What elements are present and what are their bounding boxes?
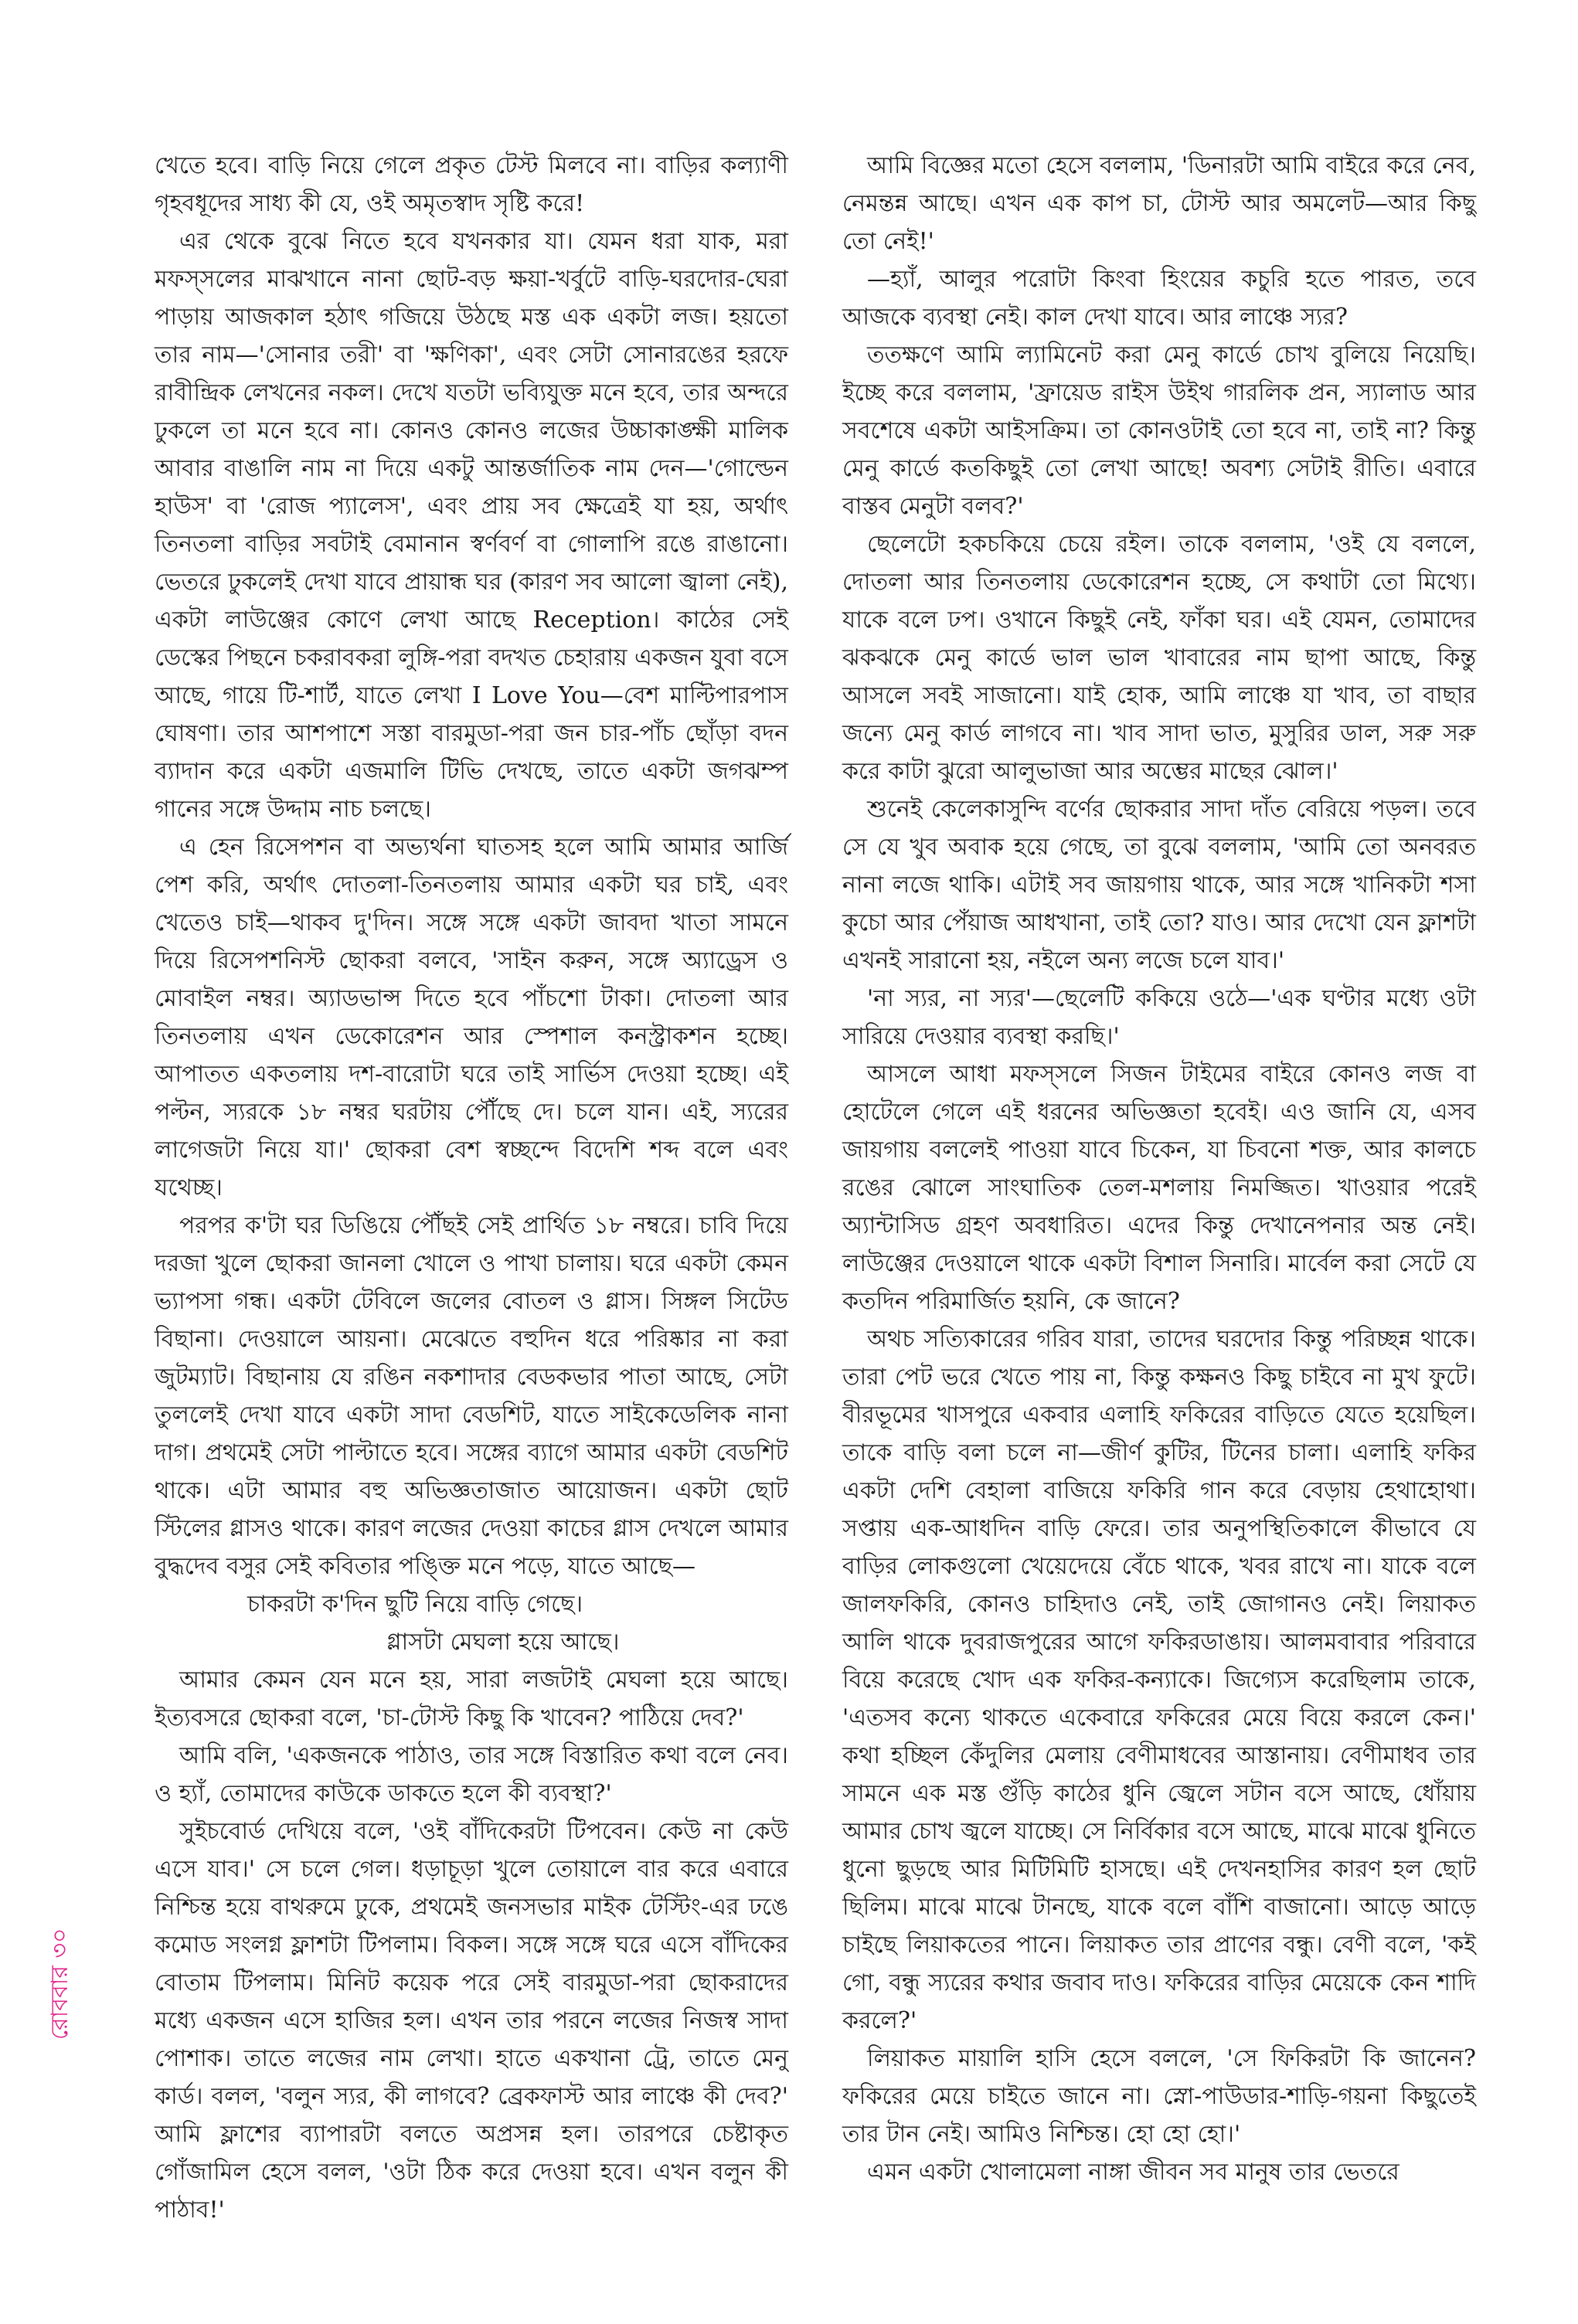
paragraph: 'না স্যর, না স্যর'—ছেলেটি ককিয়ে ওঠে—'এক ঘণ্টার মধ্যে ওটা সারিয়ে দেওয়ার ব্যবস্থা করছি।' [842,985,1476,1050]
paragraph: সুইচবোর্ড দেখিয়ে বলে, 'ওই বাঁদিকেরটা টিপবেন। কেউ না কেউ এসে যাব।' সে চলে গেল। ধড়াচূড়া খুলে তোয়ালে বার করে এবারে নিশ্চিন্ত হয়ে বাথরুমে ঢুকে, প্রথমেই জনসভার মাইক টেস্টিং-এর ঢঙে কমোড সংলগ্ন ফ্লাশটা টিপলাম। বিকল। সঙ্গে সঙ্গে ঘরে এসে বাঁদিকের বোতাম টিপলাম। মিনিট কয়েক পরে সেই বারমুডা-পরা ছোকরাদের মধ্যে একজন এসে হাজির হল। এখন তার পরনে লজের নিজস্ব সাদা পোশাক। তাতে লজের নাম লেখা। হাতে একখানা ট্রে, তাতে মেনু কার্ড। বলল, 'বলুন স্যর, কী লাগবে? ব্রেকফাস্ট আর লাঞ্চে কী দেব?' আমি ফ্লাশের ব্যাপারটা বলতে অপ্রসন্ন হল। তারপরে চেষ্টাকৃত গোঁজামিল হেসে বলল, 'ওটা ঠিক করে দেওয়া হবে। এখন বলুন কী পাঠাব!' [155,1818,788,2224]
paragraph: ছেলেটো হকচকিয়ে চেয়ে রইল। তাকে বললাম, 'ওই যে বললে, দোতলা আর তিনতলায় ডেকোরেশন হচ্ছে, সে কথাটা তো মিথ্যে। যাকে বলে ঢপ। ওখানে কিছুই নেই, ফাঁকা ঘর। এই যেমন, তোমাদের ঝকঝকে মেনু কার্ডে ভাল ভাল খাবারের নাম ছাপা আছে, কিন্তু আসলে সবই সাজানো। যাই হোক, আমি লাঞ্চে যা খাব, তা বাছার জন্যে মেনু কার্ড লাগবে না। খাব সাদা ভাত, মুসুরির ডাল, সরু সরু করে কাটা ঝুরো আলুভাজা আর অম্ভের মাছের ঝোল।' [842,531,1476,785]
paragraph: পরপর ক'টা ঘর ডিঙিয়ে পৌঁছই সেই প্রার্থিত ১৮ নম্বরে। চাবি দিয়ে দরজা খুলে ছোকরা জানলা খোলে ও পাখা চালায়। ঘরে একটা কেমন ভ্যাপসা গন্ধ। একটা টেবিলে জলের বোতল ও গ্লাস। সিঙ্গল সিটেড বিছানা। দেওয়ালে আয়না। মেঝেতে বহুদিন ধরে পরিষ্কার না করা জুটম্যাট। বিছানায় যে রঙিন নকশাদার বেডকভার পাতা আছে, সেটা তুললেই দেখা যাবে একটা সাদা বেডশিট, যাতে সাইকেডেলিক নানা দাগ। প্রথমেই সেটা পাল্টাতে হবে। সঙ্গের ব্যাগে আমার একটা বেডশিট থাকে। এটা আমার বহু অভিজ্ঞতাজাত আয়োজন। একটা ছোট স্টিলের গ্লাসও থাকে। কারণ লজের দেওয়া কাচের গ্লাস দেখলে আমার বুদ্ধদেব বসুর সেই কবিতার পঙ্ক্তি মনে পড়ে, যাতে আছে— [155,1212,788,1580]
paragraph: ততক্ষণে আমি ল্যামিনেট করা মেনু কার্ডে চোখ বুলিয়ে নিয়েছি। ইচ্ছে করে বললাম, 'ফ্রায়েড রাইস উইথ গারলিক প্রন, স্যালাড আর সবশেষে একটা আইসক্রিম। তা কোনওটাই তো হবে না, তাই না? কিন্তু মেনু কার্ডে কতকিছুই তো লেখা আছে! অবশ্য সেটাই রীতি। এবারে বাস্তব মেনুটা বলব?' [842,341,1476,520]
paragraph: আসলে আধা মফস্সলে সিজন টাইমের বাইরে কোনও লজ বা হোটেলে গেলে এই ধরনের অভিজ্ঞতা হবেই। এও জানি যে, এসব জায়গায় বললেই পাওয়া যাবে চিকেন, যা চিবনো শক্ত, আর কালচে রঙের ঝোলে সাংঘাতিক তেল-মশলায় নিমজ্জিত। খাওয়ার পরেই অ্যান্টাসিড গ্রহণ অবধারিত। এদের কিন্তু দেখানেপনার অন্ত নেই। লাউঞ্জের দেওয়ালে থাকে একটা বিশাল সিনারি। মার্বেল করা সেটে যে কতদিন পরিমার্জিত হয়নি, কে জানে? [842,1061,1476,1315]
paragraph: —হ্যাঁ, আলুর পরোটা কিংবা হিংয়ের কচুরি হতে পারত, তবে আজকে ব্যবস্থা নেই। কাল দেখা যাবে। আর লাঞ্চে স্যর? [842,266,1476,331]
paragraph: এর থেকে বুঝে নিতে হবে যখনকার যা। যেমন ধরা যাক, মরা মফস্সলের মাঝখানে নানা ছোট-বড় ক্ষয়া-খর্বুটে বাড়ি-ঘরদোর-ঘেরা পাড়ায় আজকাল হঠাৎ গজিয়ে উঠছে মস্ত এক একটা লজ। হয়তো তার নাম—'সোনার তরী' বা 'ক্ষণিকা', এবং সেটা সোনারঙের হরফে রাবীন্দ্রিক লেখনের নকল। দেখে যতটা ভব্যিযুক্ত মনে হবে, তার অন্দরে ঢুকলে তা মনে হবে না। কোনও কোনও লজের উচ্চাকাঙ্ক্ষী মালিক আবার বাঙালি নাম না দিয়ে একটু আন্তর্জাতিক নাম দেন—'গোল্ডেন হাউস' বা 'রোজ প্যালেস', এবং প্রায় সব ক্ষেত্রেই যা হয়, অর্থাৎ তিনতলা বাড়ির সবটাই বেমানান স্বর্ণবর্ণ বা গোলাপি রঙে রাঙানো। ভেতরে ঢুকলেই দেখা যাবে প্রায়ান্ধ ঘর (কারণ সব আলো জ্বালা নেই), একটা লাউঞ্জের কোণে লেখা আছে Reception। কাঠের সেই ডেস্কের পিছনে চকরাবকরা লুঙ্গি-পরা বদখত চেহারায় একজন যুবা বসে আছে, গায়ে টি-শার্ট, যাতে লেখা I Love You—বেশ মাল্টিপারপাস ঘোষণা। তার আশপাশে সস্তা বারমুডা-পরা জন চার-পাঁচ ছোঁড়া বদন ব্যাদান করে একটা এজমালি টিভি দেখছে, তাতে একটা জগঝম্প গানের সঙ্গে উদ্দাম নাচ চলছে। [155,228,788,823]
page-folio [43,1885,77,2040]
paragraph: অথচ সত্যিকারের গরিব যারা, তাদের ঘরদোর কিন্তু পরিচ্ছন্ন থাকে। তারা পেট ভরে খেতে পায় না, কিন্তু কক্ষনও কিছু চাইবে না মুখ ফুটে। বীরভূমের খাসপুরে একবার এলাহি ফকিরের বাড়িতে যেতে হয়েছিল। তাকে বাড়ি বলা চলে না—জীর্ণ কুটির, টিনের চালা। এলাহি ফকির একটা দেশি বেহালা বাজিয়ে ফকিরি গান করে বেড়ায় হেথাহোথা। সপ্তায় এক-আধদিন বাড়ি ফেরে। তার অনুপস্থিতিকালে কীভাবে যে বাড়ির লোকগুলো খেয়েদেয়ে বেঁচে থাকে, খবর রাখে না। যাকে বলে জালফকিরি, কোনও চাহিদাও নেই, তাই জোগানও নেই। লিয়াকত আলি থাকে দুবরাজপুরের আগে ফকিরডাঙায়। আলমবাবার পরিবারে বিয়ে করেছে খোদ এক ফকির-কন্যাকে। জিগ্যেস করেছিলাম তাকে, 'এতসব কন্যে থাকতে একেবারে ফকিরের মেয়ে বিয়ে করলে কেন।' কথা হচ্ছিল কেঁদুলির মেলায় বেণীমাধবের আস্তানায়। বেণীমাধব তার সামনে এক মস্ত গুঁড়ি কাঠের ধুনি জ্বেলে সটান বসে আছে, ধোঁয়ায় আমার চোখ জ্বলে যাচ্ছে। সে নির্বিকার বসে আছে, মাঝে মাঝে ধুনিতে ধুনো ছুড়ছে আর মিটিমিটি হাসছে। এই দেখনহাসির কারণ হল ছোট ছিলিম। মাঝে মাঝে টানছে, যাকে বলে বাঁশি বাজানো। আড়ে আড়ে চাইছে লিয়াকতের পানে। লিয়াকত তার প্রাণের বন্ধু। বেণী বলে, 'কই গো, বন্ধু স্যরের কথার জবাব দাও। ফকিরের বাড়ির মেয়েকে কেন শাদি করলে?' [842,1326,1476,2034]
paragraph: এ হেন রিসেপশন বা অভ্যর্থনা ঘাতসহ হলে আমি আমার আর্জি পেশ করি, অর্থাৎ দোতলা-তিনতলায় আমার একটা ঘর চাই, এবং খেতেও চাই—থাকব দু'দিন। সঙ্গে সঙ্গে একটা জাবদা খাতা সামনে দিয়ে রিসেপশনিস্ট ছোকরা বলবে, 'সাইন করুন, সঙ্গে অ্যাড্রেস ও মোবাইল নম্বর। অ্যাডভান্স দিতে হবে পাঁচশো টাকা। দোতলা আর তিনতলায় এখন ডেকোরেশন আর স্পেশাল কনস্ট্রাকশন হচ্ছে। আপাতত একতলায় দশ-বারোটা ঘরে তাই সার্ভিস দেওয়া হচ্ছে। এই পল্টন, স্যরকে ১৮ নম্বর ঘরটায় পৌঁছে দে। চলে যান। এই, স্যরের লাগেজটা নিয়ে যা।' ছোকরা বেশ স্বচ্ছন্দে বিদেশি শব্দ বলে এবং যথেচ্ছ। [155,834,788,1201]
verse-line: চাকরটা ক'দিন ছুটি নিয়ে বাড়ি গেছে। [247,1591,583,1618]
left-text-column [155,147,788,2229]
page-number: ৩০ [46,1928,73,1959]
right-text-column [842,147,1476,2191]
paragraph: লিয়াকত মায়ালি হাসি হেসে বললে, 'সে ফিকিরটা কি জানেন? ফকিরের মেয়ে চাইতে জানে না। স্নো-পাউডার-শাড়ি-গয়না কিছুতেই তার টান নেই। আমিও নিশ্চিন্ত। হো হো হো।' [842,2045,1476,2148]
verse-line: গ্লাসটা মেঘলা হয়ে আছে। [386,1629,620,1656]
paragraph: শুনেই কেলেকাসুন্দি বর্ণের ছোকরার সাদা দাঁত বেরিয়ে পড়ল। তবে সে যে খুব অবাক হয়ে গেছে, তা বুঝে বললাম, 'আমি তো অনবরত নানা লজে থাকি। এটাই সব জায়গায় থাকে, আর সঙ্গে খানিকটা শসা কুচো আর পেঁয়াজ আধখানা, তাই তো? যাও। আর দেখো যেন ফ্লাশটা এখনই সারানো হয়, নইলে অন্য লজে চলে যাব।' [842,796,1476,974]
paragraph: খেতে হবে। বাড়ি নিয়ে গেলে প্রকৃত টেস্ট মিলবে না। বাড়ির কল্যাণী গৃহবধূদের সাধ্য কী যে, ওই অমৃতস্বাদ সৃষ্টি করে! [155,152,788,217]
paragraph: আমি বলি, 'একজনকে পাঠাও, তার সঙ্গে বিস্তারিত কথা বলে নেব। ও হ্যাঁ, তোমাদের কাউকে ডাকতে হলে কী ব্যবস্থা?' [155,1742,788,1807]
paragraph: আমি বিজ্ঞের মতো হেসে বললাম, 'ডিনারটা আমি বাইরে করে নেব, নেমন্তন্ন আছে। এখন এক কাপ চা, টোস্ট আর অমলেট—আর কিছু তো নেই!' [842,152,1476,255]
paragraph: আমার কেমন যেন মনে হয়, সারা লজটাই মেঘলা হয়ে আছে। ইত্যবসরে ছোকরা বলে, 'চা-টোস্ট কিছু কি খাবেন? পাঠিয়ে দেব?' [155,1667,788,1731]
paragraph: এমন একটা খোলামেলা নাঙ্গা জীবন সব মানুষ তার ভেতরে [867,2159,1399,2186]
magazine-name: রোববার [46,1966,73,2040]
quoted-verse [155,1585,788,1661]
